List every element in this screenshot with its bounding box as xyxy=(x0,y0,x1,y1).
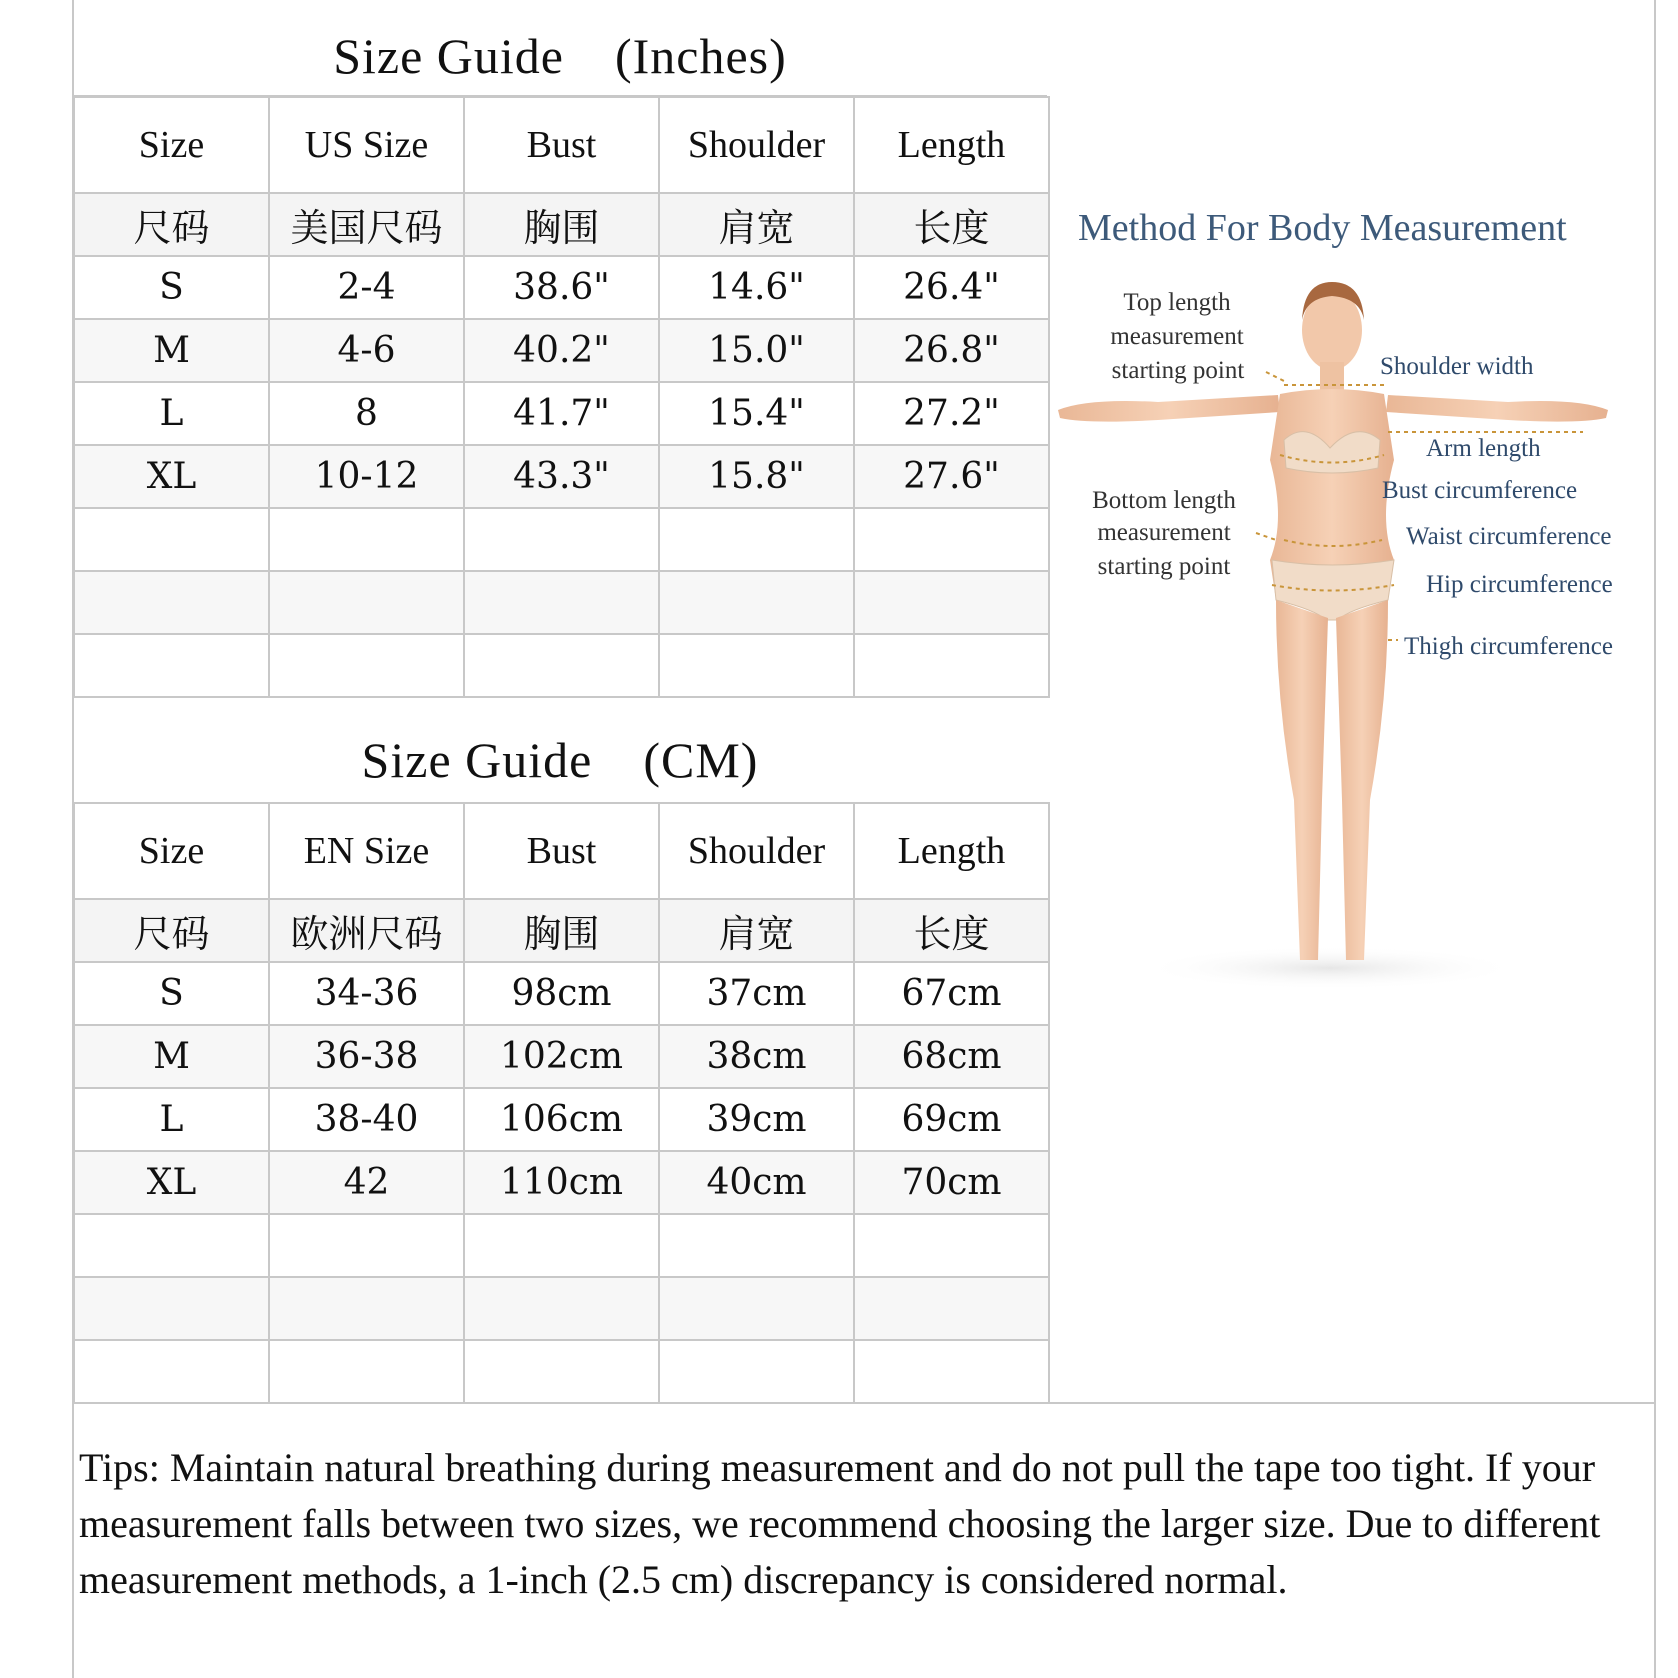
cell: 26.4" xyxy=(854,256,1049,319)
header-shoulder: Shoulder xyxy=(659,97,854,193)
cell: 69cm xyxy=(854,1088,1049,1151)
cell: M xyxy=(74,1025,269,1088)
header-shoulder: Shoulder xyxy=(659,803,854,899)
cm-header-cn-row xyxy=(74,899,1049,962)
table-row xyxy=(74,256,1049,319)
inches-header-cn-row xyxy=(74,193,1049,256)
cell: 42 xyxy=(269,1151,464,1214)
tips-section xyxy=(73,1402,1656,1678)
cell: M xyxy=(74,319,269,382)
empty-row xyxy=(74,1277,1049,1340)
cell: 26.8" xyxy=(854,319,1049,382)
cm-header-row xyxy=(74,803,1049,899)
inches-header-row xyxy=(74,97,1049,193)
empty-row xyxy=(74,634,1049,697)
cell: 27.2" xyxy=(854,382,1049,445)
tips-text: Tips: Maintain natural breathing during measurement and do not pull the tape too tight. If your measurement falls between two sizes, we recommend choosing the larger size. Due to different measurement methods, a 1-inch (2.5 cm) discrepancy is considered normal. xyxy=(79,1445,1601,1602)
label-arm-length: Arm length xyxy=(1426,435,1541,462)
cell: 43.3" xyxy=(464,445,659,508)
inches-section xyxy=(73,0,1047,700)
cell: 36-38 xyxy=(269,1025,464,1088)
cm-title: Size Guide (CM) xyxy=(361,732,759,788)
cell: 15.4" xyxy=(659,382,854,445)
body-measurement-diagram xyxy=(1048,0,1654,1402)
empty-row xyxy=(74,1340,1049,1403)
empty-row xyxy=(74,571,1049,634)
table-row xyxy=(74,1151,1049,1214)
cell: 70cm xyxy=(854,1151,1049,1214)
header-us-size: US Size xyxy=(269,97,464,193)
cell: 8 xyxy=(269,382,464,445)
table-row xyxy=(74,1088,1049,1151)
header-cn-length: 长度 xyxy=(854,193,1049,256)
table-row xyxy=(74,382,1049,445)
cell: 37cm xyxy=(659,962,854,1025)
header-en-size: EN Size xyxy=(269,803,464,899)
cell: 38.6" xyxy=(464,256,659,319)
label-top-length-2: measurement xyxy=(1110,323,1244,350)
header-cn-length: 长度 xyxy=(854,899,1049,962)
label-top-length-1: Top length xyxy=(1123,289,1231,316)
label-hip-circumference: Hip circumference xyxy=(1426,571,1613,598)
header-cn-bust: 胸围 xyxy=(464,899,659,962)
label-bottom-length-1: Bottom length xyxy=(1092,487,1236,514)
cell: S xyxy=(74,256,269,319)
inches-title: Size Guide (Inches) xyxy=(333,28,787,84)
cell: 10-12 xyxy=(269,445,464,508)
header-cn-bust: 胸围 xyxy=(464,193,659,256)
cell: 102cm xyxy=(464,1025,659,1088)
cell: 106cm xyxy=(464,1088,659,1151)
inches-table xyxy=(73,96,1050,698)
cell: 38-40 xyxy=(269,1088,464,1151)
empty-row xyxy=(74,1214,1049,1277)
cell: 14.6" xyxy=(659,256,854,319)
cell: 4-6 xyxy=(269,319,464,382)
header-cn-size: 尺码 xyxy=(74,193,269,256)
header-cn-us-size: 美国尺码 xyxy=(269,193,464,256)
header-size: Size xyxy=(74,803,269,899)
header-bust: Bust xyxy=(464,803,659,899)
cell: XL xyxy=(74,1151,269,1214)
cell: 110cm xyxy=(464,1151,659,1214)
empty-row xyxy=(74,508,1049,571)
cm-section xyxy=(73,700,1047,1402)
table-row xyxy=(74,445,1049,508)
cell: 68cm xyxy=(854,1025,1049,1088)
cell: 40.2" xyxy=(464,319,659,382)
label-shoulder-width: Shoulder width xyxy=(1380,353,1534,380)
cell: 40cm xyxy=(659,1151,854,1214)
header-size: Size xyxy=(74,97,269,193)
cell: L xyxy=(74,382,269,445)
header-cn-size: 尺码 xyxy=(74,899,269,962)
cell: 34-36 xyxy=(269,962,464,1025)
header-length: Length xyxy=(854,97,1049,193)
cell: 38cm xyxy=(659,1025,854,1088)
cell: 41.7" xyxy=(464,382,659,445)
cell: S xyxy=(74,962,269,1025)
diagram-title: Method For Body Measurement xyxy=(1078,207,1567,249)
cell: 67cm xyxy=(854,962,1049,1025)
label-waist-circumference: Waist circumference xyxy=(1406,523,1612,550)
label-bust-circumference: Bust circumference xyxy=(1382,477,1578,504)
cell: XL xyxy=(74,445,269,508)
cell: 98cm xyxy=(464,962,659,1025)
header-cn-shoulder: 肩宽 xyxy=(659,899,854,962)
header-length: Length xyxy=(854,803,1049,899)
header-cn-shoulder: 肩宽 xyxy=(659,193,854,256)
label-top-length-3: starting point xyxy=(1111,357,1245,384)
cell: 27.6" xyxy=(854,445,1049,508)
table-row xyxy=(74,319,1049,382)
cell: 39cm xyxy=(659,1088,854,1151)
label-thigh-circumference: Thigh circumference xyxy=(1404,633,1613,660)
header-bust: Bust xyxy=(464,97,659,193)
cell: 2-4 xyxy=(269,256,464,319)
cell: 15.8" xyxy=(659,445,854,508)
table-row xyxy=(74,1025,1049,1088)
table-row xyxy=(74,962,1049,1025)
label-bottom-length-3: starting point xyxy=(1097,553,1231,580)
header-cn-en-size: 欧洲尺码 xyxy=(269,899,464,962)
label-bottom-length-2: measurement xyxy=(1097,519,1231,546)
cell: 15.0" xyxy=(659,319,854,382)
cm-table xyxy=(73,802,1050,1404)
cell: L xyxy=(74,1088,269,1151)
